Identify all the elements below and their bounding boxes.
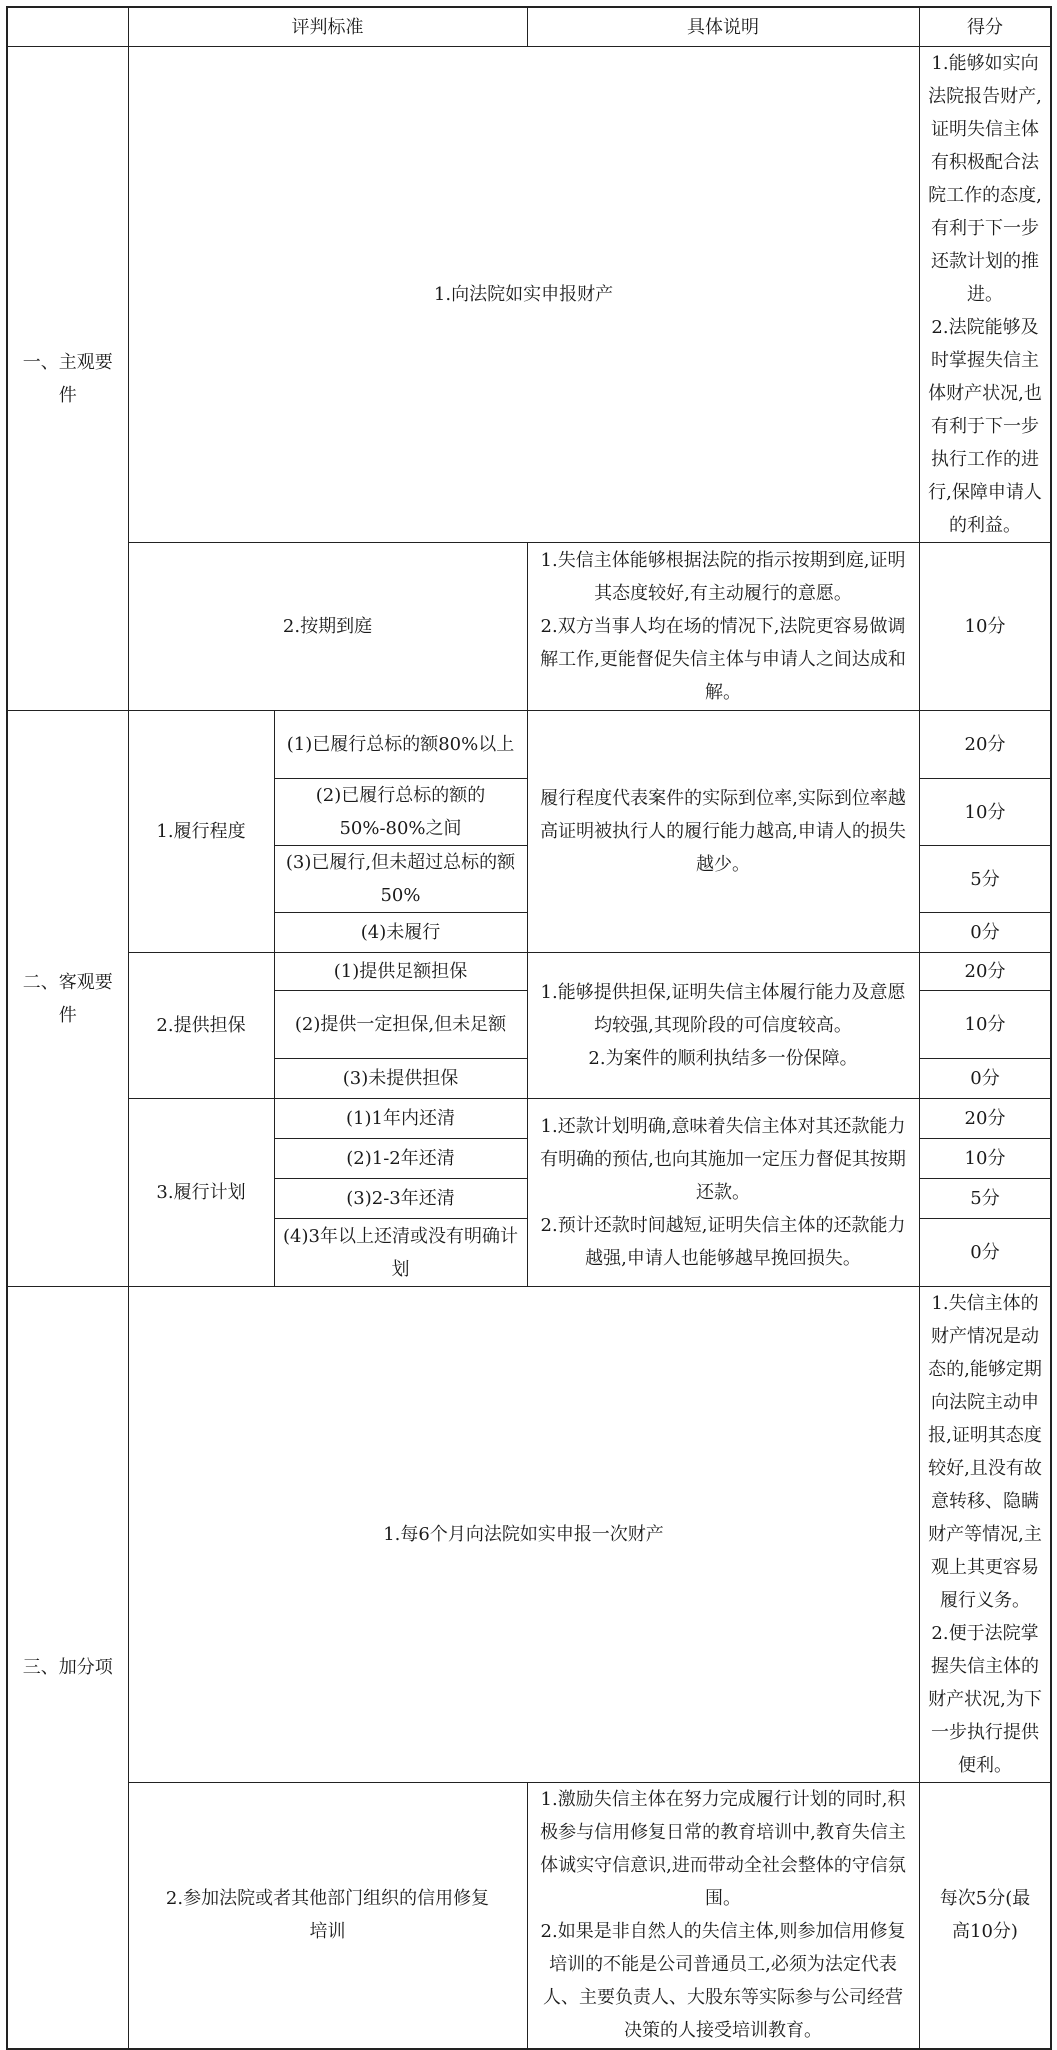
table-row — [7, 953, 1051, 991]
score-cell: 20分 — [919, 1099, 1051, 1139]
header-description: 具体说明 — [527, 7, 919, 47]
table-row — [7, 1099, 1051, 1139]
section-bonus-label: 三、加分项 — [7, 1287, 128, 2049]
description-cell: 1.失信主体的财产情况是动态的,能够定期向法院主动申报,证明其态度较好,且没有故意转移、隐瞒财产等情况,主观上其更容易履行义务。 2.便于法院掌握失信主体的财产状况,为下一步执行提供便利。 — [919, 1287, 1051, 1783]
table-row — [7, 711, 1051, 779]
sub-criterion-cell: (2)1-2年还清 — [274, 1139, 527, 1179]
criterion-cell: 1.履行程度 — [128, 711, 274, 953]
sub-criterion-cell: (2)已履行总标的额的50%-80%之间 — [274, 779, 527, 846]
table-header-row — [7, 7, 1051, 47]
sub-criterion-cell: (4)3年以上还清或没有明确计划 — [274, 1219, 527, 1287]
section-subjective-label: 一、主观要件 — [7, 47, 128, 711]
criterion-cell: 2.参加法院或者其他部门组织的信用修复培训 — [128, 1783, 527, 2049]
table-row — [7, 543, 1051, 711]
criterion-cell: 2.提供担保 — [128, 953, 274, 1099]
description-cell: 履行程度代表案件的实际到位率,实际到位率越高证明被执行人的履行能力越高,申请人的损失越少。 — [527, 711, 919, 953]
score-cell: 20分 — [919, 953, 1051, 991]
sub-criterion-cell: (3)未提供担保 — [274, 1059, 527, 1099]
score-cell: 0分 — [919, 1219, 1051, 1287]
sub-criterion-cell: (3)2-3年还清 — [274, 1179, 527, 1219]
criterion-cell: 1.每6个月向法院如实申报一次财产 — [128, 1287, 919, 1783]
sub-criterion-cell: (1)已履行总标的额80%以上 — [274, 711, 527, 779]
description-cell: 1.失信主体能够根据法院的指示按期到庭,证明其态度较好,有主动履行的意愿。 2.双方当事人均在场的情况下,法院更容易做调解工作,更能督促失信主体与申请人之间达成和解。 — [527, 543, 919, 711]
criterion-cell: 3.履行计划 — [128, 1099, 274, 1287]
description-cell: 1.能够提供担保,证明失信主体履行能力及意愿均较强,其现阶段的可信度较高。 2.为案件的顺利执结多一份保障。 — [527, 953, 919, 1099]
criterion-cell: 1.向法院如实申报财产 — [128, 47, 919, 543]
criterion-cell: 2.按期到庭 — [128, 543, 527, 711]
score-cell: 0分 — [919, 1059, 1051, 1099]
score-cell: 20分 — [919, 711, 1051, 779]
table-row — [7, 1783, 1051, 2049]
score-cell: 10分 — [919, 991, 1051, 1059]
score-cell: 10分 — [919, 543, 1051, 711]
sub-criterion-cell: (1)1年内还清 — [274, 1099, 527, 1139]
sub-criterion-cell: (2)提供一定担保,但未足额 — [274, 991, 527, 1059]
score-cell: 5分 — [919, 846, 1051, 913]
score-cell: 每次5分(最高10分) — [919, 1783, 1051, 2049]
header-score: 得分 — [919, 7, 1051, 47]
header-blank-cell — [7, 7, 128, 47]
section-objective-label: 二、客观要件 — [7, 711, 128, 1287]
description-cell: 1.还款计划明确,意味着失信主体对其还款能力有明确的预估,也向其施加一定压力督促其按期还款。 2.预计还款时间越短,证明失信主体的还款能力越强,申请人也能够越早挽回损失。 — [527, 1099, 919, 1287]
sub-criterion-cell: (3)已履行,但未超过总标的额50% — [274, 846, 527, 913]
sub-criterion-cell: (4)未履行 — [274, 913, 527, 953]
credit-repair-scoring-table — [6, 6, 1052, 2050]
score-cell: 0分 — [919, 913, 1051, 953]
score-cell: 10分 — [919, 1139, 1051, 1179]
score-cell: 10分 — [919, 779, 1051, 846]
description-cell: 1.激励失信主体在努力完成履行计划的同时,积极参与信用修复日常的教育培训中,教育失信主体诚实守信意识,进而带动全社会整体的守信氛围。 2.如果是非自然人的失信主体,则参加信用修复培训的不能是公司普通员工,必须为法定代表人、主要负责人、大股东等实际参与公司经营决策的人接受培训教育。 — [527, 1783, 919, 2049]
table-row — [7, 47, 1051, 543]
header-criteria: 评判标准 — [128, 7, 527, 47]
table-row — [7, 1287, 1051, 1783]
score-cell: 5分 — [919, 1179, 1051, 1219]
sub-criterion-cell: (1)提供足额担保 — [274, 953, 527, 991]
description-cell: 1.能够如实向法院报告财产,证明失信主体有积极配合法院工作的态度,有利于下一步还款计划的推进。 2.法院能够及时掌握失信主体财产状况,也有利于下一步执行工作的进行,保障申请人的利益。 — [919, 47, 1051, 543]
